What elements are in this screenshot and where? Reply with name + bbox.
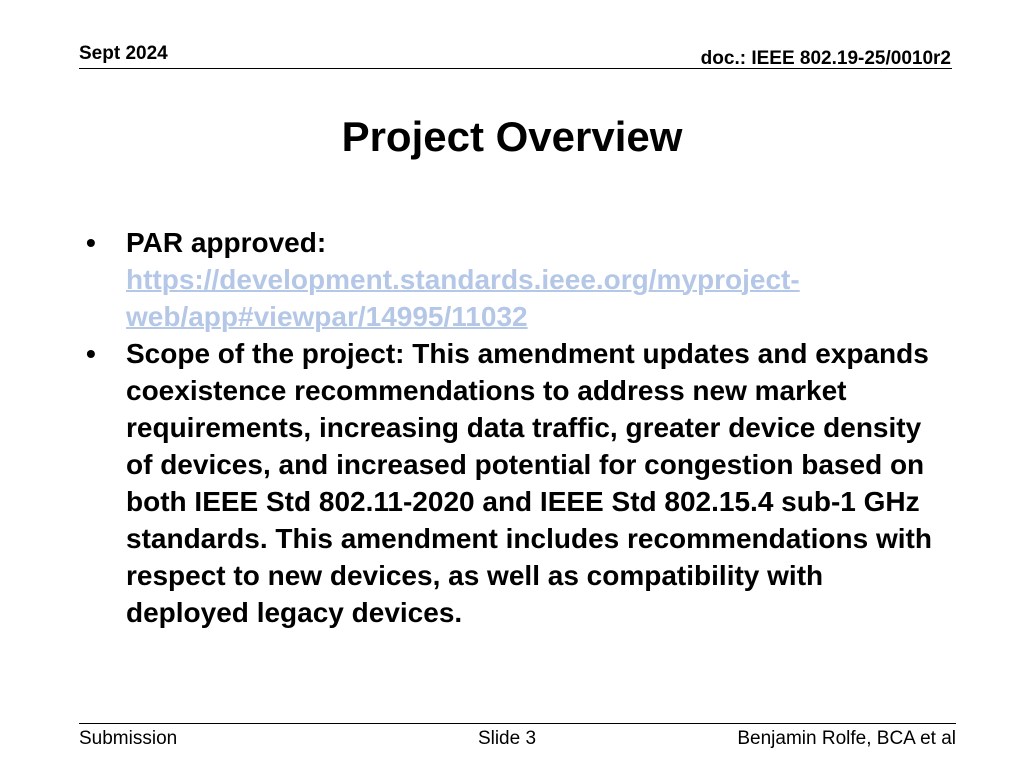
- footer-divider: [79, 723, 956, 724]
- bullet-par-approved: [84, 224, 944, 335]
- bullet-list: [84, 224, 944, 631]
- slide-title: Project Overview: [341, 113, 683, 160]
- bullet-scope: [84, 335, 944, 631]
- scope-text: Scope of the project: This amendment updates and expands coexistence recommendations to address new market requirements, increasing data traffic, greater device density of devices, and increased potential for congestion based on both IEEE Std 802.11-2020 and IEEE Std 802.15.4 sub-1 GHz standards. This amendment includes recommendations with respect to new devices, as well as compatibility with deployed legacy devices.: [126, 338, 932, 628]
- par-approved-label: PAR approved:: [126, 227, 327, 258]
- footer-slide-number: Slide 3: [477, 728, 537, 749]
- footer-authors: Benjamin Rolfe, BCA et al: [737, 728, 956, 749]
- par-link[interactable]: https://development.standards.ieee.org/myproject-web/app#viewpar/14995/11032: [126, 264, 800, 332]
- footer-submission: Submission: [79, 728, 178, 749]
- bullet-dot-icon: •: [86, 338, 96, 369]
- bullet-dot-icon: •: [86, 227, 96, 258]
- header-doc-id: doc.: IEEE 802.19-25/0010r2: [700, 48, 951, 69]
- header-date: Sept 2024: [79, 43, 168, 64]
- header-divider: [79, 68, 952, 69]
